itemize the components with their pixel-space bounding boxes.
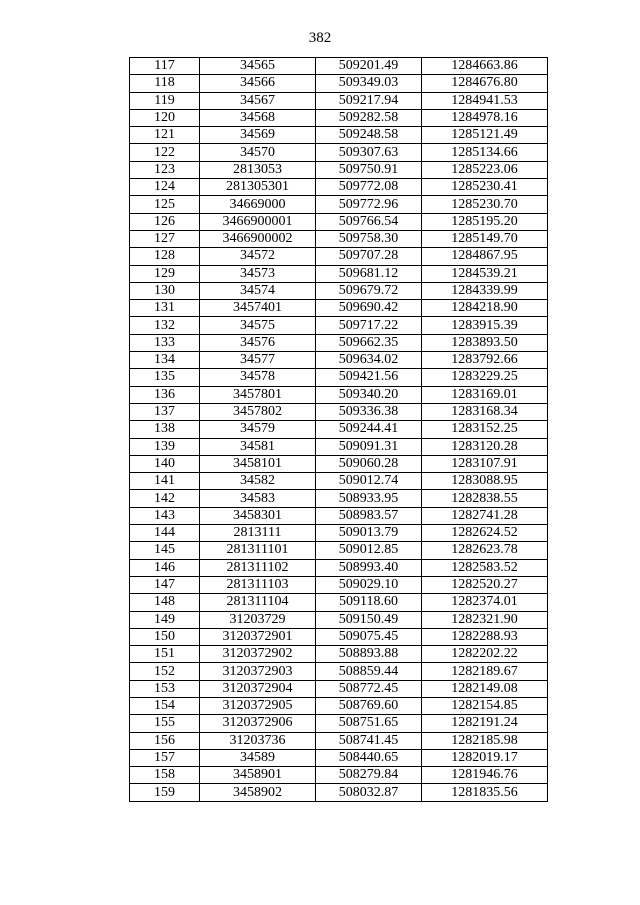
table-row: [130, 352, 548, 369]
y-coordinate-cell: 1282019.17: [422, 749, 548, 766]
coordinates-table-body: [130, 58, 548, 802]
point-id-cell: 34589: [200, 749, 316, 766]
y-coordinate-cell: 1285149.70: [422, 230, 548, 247]
point-id-cell: 3457401: [200, 300, 316, 317]
point-id-cell: 34579: [200, 421, 316, 438]
point-id-cell: 34669000: [200, 196, 316, 213]
x-coordinate-cell: 508440.65: [316, 749, 422, 766]
row-number-cell: 146: [130, 559, 200, 576]
y-coordinate-cell: 1285121.49: [422, 127, 548, 144]
row-number-cell: 136: [130, 386, 200, 403]
y-coordinate-cell: 1283893.50: [422, 334, 548, 351]
point-id-cell: 31203729: [200, 611, 316, 628]
y-coordinate-cell: 1285230.70: [422, 196, 548, 213]
table-row: [130, 109, 548, 126]
point-id-cell: 34568: [200, 109, 316, 126]
row-number-cell: 120: [130, 109, 200, 126]
x-coordinate-cell: 508032.87: [316, 784, 422, 801]
point-id-cell: 281311101: [200, 542, 316, 559]
y-coordinate-cell: 1283792.66: [422, 352, 548, 369]
table-row: [130, 490, 548, 507]
x-coordinate-cell: 509349.03: [316, 75, 422, 92]
x-coordinate-cell: 509750.91: [316, 161, 422, 178]
table-row: [130, 386, 548, 403]
table-row: [130, 732, 548, 749]
table-row: [130, 594, 548, 611]
y-coordinate-cell: 1282185.98: [422, 732, 548, 749]
table-row: [130, 749, 548, 766]
table-row: [130, 403, 548, 420]
table-row: [130, 161, 548, 178]
point-id-cell: 3120372905: [200, 697, 316, 714]
row-number-cell: 119: [130, 92, 200, 109]
row-number-cell: 130: [130, 282, 200, 299]
x-coordinate-cell: 509029.10: [316, 576, 422, 593]
point-id-cell: 281311102: [200, 559, 316, 576]
y-coordinate-cell: 1282191.24: [422, 715, 548, 732]
y-coordinate-cell: 1283169.01: [422, 386, 548, 403]
point-id-cell: 34582: [200, 473, 316, 490]
y-coordinate-cell: 1282288.93: [422, 628, 548, 645]
y-coordinate-cell: 1284676.80: [422, 75, 548, 92]
row-number-cell: 155: [130, 715, 200, 732]
point-id-cell: 3458902: [200, 784, 316, 801]
row-number-cell: 142: [130, 490, 200, 507]
x-coordinate-cell: 509307.63: [316, 144, 422, 161]
row-number-cell: 122: [130, 144, 200, 161]
y-coordinate-cell: 1282149.08: [422, 680, 548, 697]
x-coordinate-cell: 509707.28: [316, 248, 422, 265]
point-id-cell: 34581: [200, 438, 316, 455]
x-coordinate-cell: 509772.96: [316, 196, 422, 213]
table-row: [130, 576, 548, 593]
table-row: [130, 767, 548, 784]
y-coordinate-cell: 1283152.25: [422, 421, 548, 438]
y-coordinate-cell: 1282838.55: [422, 490, 548, 507]
row-number-cell: 137: [130, 403, 200, 420]
x-coordinate-cell: 508769.60: [316, 697, 422, 714]
row-number-cell: 131: [130, 300, 200, 317]
point-id-cell: 34572: [200, 248, 316, 265]
point-id-cell: 281311104: [200, 594, 316, 611]
y-coordinate-cell: 1284941.53: [422, 92, 548, 109]
table-row: [130, 248, 548, 265]
coordinates-table: [129, 57, 548, 802]
row-number-cell: 151: [130, 646, 200, 663]
row-number-cell: 144: [130, 525, 200, 542]
point-id-cell: 3120372903: [200, 663, 316, 680]
x-coordinate-cell: 509634.02: [316, 352, 422, 369]
x-coordinate-cell: 509012.74: [316, 473, 422, 490]
x-coordinate-cell: 509013.79: [316, 525, 422, 542]
y-coordinate-cell: 1284663.86: [422, 58, 548, 75]
y-coordinate-cell: 1284339.99: [422, 282, 548, 299]
table-row: [130, 421, 548, 438]
table-row: [130, 559, 548, 576]
point-id-cell: 3466900002: [200, 230, 316, 247]
x-coordinate-cell: 509690.42: [316, 300, 422, 317]
x-coordinate-cell: 509766.54: [316, 213, 422, 230]
x-coordinate-cell: 509421.56: [316, 369, 422, 386]
table-row: [130, 75, 548, 92]
point-id-cell: 34570: [200, 144, 316, 161]
row-number-cell: 125: [130, 196, 200, 213]
row-number-cell: 140: [130, 455, 200, 472]
row-number-cell: 138: [130, 421, 200, 438]
x-coordinate-cell: 509244.41: [316, 421, 422, 438]
x-coordinate-cell: 509150.49: [316, 611, 422, 628]
table-row: [130, 58, 548, 75]
point-id-cell: 281305301: [200, 179, 316, 196]
point-id-cell: 34578: [200, 369, 316, 386]
row-number-cell: 135: [130, 369, 200, 386]
y-coordinate-cell: 1283229.25: [422, 369, 548, 386]
table-row: [130, 473, 548, 490]
y-coordinate-cell: 1282624.52: [422, 525, 548, 542]
x-coordinate-cell: 508993.40: [316, 559, 422, 576]
row-number-cell: 124: [130, 179, 200, 196]
point-id-cell: 2813053: [200, 161, 316, 178]
table-row: [130, 317, 548, 334]
table-row: [130, 438, 548, 455]
y-coordinate-cell: 1281946.76: [422, 767, 548, 784]
table-row: [130, 127, 548, 144]
table-row: [130, 369, 548, 386]
row-number-cell: 152: [130, 663, 200, 680]
point-id-cell: 34566: [200, 75, 316, 92]
point-id-cell: 281311103: [200, 576, 316, 593]
x-coordinate-cell: 508983.57: [316, 507, 422, 524]
y-coordinate-cell: 1283107.91: [422, 455, 548, 472]
x-coordinate-cell: 509075.45: [316, 628, 422, 645]
point-id-cell: 34565: [200, 58, 316, 75]
table-row: [130, 663, 548, 680]
x-coordinate-cell: 509758.30: [316, 230, 422, 247]
row-number-cell: 141: [130, 473, 200, 490]
row-number-cell: 132: [130, 317, 200, 334]
point-id-cell: 3120372902: [200, 646, 316, 663]
y-coordinate-cell: 1283168.34: [422, 403, 548, 420]
x-coordinate-cell: 509679.72: [316, 282, 422, 299]
x-coordinate-cell: 508279.84: [316, 767, 422, 784]
table-row: [130, 92, 548, 109]
row-number-cell: 118: [130, 75, 200, 92]
table-row: [130, 230, 548, 247]
point-id-cell: 3458901: [200, 767, 316, 784]
page-number: 382: [308, 30, 332, 46]
y-coordinate-cell: 1282321.90: [422, 611, 548, 628]
table-row: [130, 507, 548, 524]
table-row: [130, 628, 548, 645]
x-coordinate-cell: 509118.60: [316, 594, 422, 611]
y-coordinate-cell: 1283088.95: [422, 473, 548, 490]
point-id-cell: 34576: [200, 334, 316, 351]
row-number-cell: 128: [130, 248, 200, 265]
point-id-cell: 3466900001: [200, 213, 316, 230]
row-number-cell: 158: [130, 767, 200, 784]
row-number-cell: 123: [130, 161, 200, 178]
table-row: [130, 265, 548, 282]
row-number-cell: 133: [130, 334, 200, 351]
point-id-cell: 34575: [200, 317, 316, 334]
point-id-cell: 3458301: [200, 507, 316, 524]
x-coordinate-cell: 509681.12: [316, 265, 422, 282]
y-coordinate-cell: 1281835.56: [422, 784, 548, 801]
point-id-cell: 3457801: [200, 386, 316, 403]
point-id-cell: 3458101: [200, 455, 316, 472]
point-id-cell: 34583: [200, 490, 316, 507]
x-coordinate-cell: 508859.44: [316, 663, 422, 680]
table-row: [130, 715, 548, 732]
row-number-cell: 121: [130, 127, 200, 144]
table-row: [130, 282, 548, 299]
row-number-cell: 150: [130, 628, 200, 645]
x-coordinate-cell: 508751.65: [316, 715, 422, 732]
table-row: [130, 144, 548, 161]
row-number-cell: 147: [130, 576, 200, 593]
row-number-cell: 153: [130, 680, 200, 697]
table-row: [130, 525, 548, 542]
x-coordinate-cell: 509662.35: [316, 334, 422, 351]
y-coordinate-cell: 1282374.01: [422, 594, 548, 611]
point-id-cell: 3120372906: [200, 715, 316, 732]
table-row: [130, 697, 548, 714]
y-coordinate-cell: 1283120.28: [422, 438, 548, 455]
table-row: [130, 334, 548, 351]
row-number-cell: 154: [130, 697, 200, 714]
y-coordinate-cell: 1282741.28: [422, 507, 548, 524]
table-row: [130, 179, 548, 196]
row-number-cell: 159: [130, 784, 200, 801]
table-row: [130, 196, 548, 213]
row-number-cell: 143: [130, 507, 200, 524]
point-id-cell: 34567: [200, 92, 316, 109]
x-coordinate-cell: 509772.08: [316, 179, 422, 196]
point-id-cell: 31203736: [200, 732, 316, 749]
x-coordinate-cell: 509282.58: [316, 109, 422, 126]
point-id-cell: 3120372901: [200, 628, 316, 645]
y-coordinate-cell: 1282189.67: [422, 663, 548, 680]
point-id-cell: 34574: [200, 282, 316, 299]
y-coordinate-cell: 1284218.90: [422, 300, 548, 317]
y-coordinate-cell: 1282520.27: [422, 576, 548, 593]
point-id-cell: 34569: [200, 127, 316, 144]
y-coordinate-cell: 1284978.16: [422, 109, 548, 126]
table-row: [130, 542, 548, 559]
row-number-cell: 117: [130, 58, 200, 75]
y-coordinate-cell: 1283915.39: [422, 317, 548, 334]
table-row: [130, 611, 548, 628]
row-number-cell: 156: [130, 732, 200, 749]
table-row: [130, 680, 548, 697]
row-number-cell: 126: [130, 213, 200, 230]
row-number-cell: 134: [130, 352, 200, 369]
row-number-cell: 157: [130, 749, 200, 766]
y-coordinate-cell: 1285230.41: [422, 179, 548, 196]
y-coordinate-cell: 1284539.21: [422, 265, 548, 282]
x-coordinate-cell: 509217.94: [316, 92, 422, 109]
row-number-cell: 139: [130, 438, 200, 455]
point-id-cell: 3457802: [200, 403, 316, 420]
x-coordinate-cell: 508893.88: [316, 646, 422, 663]
x-coordinate-cell: 509248.58: [316, 127, 422, 144]
x-coordinate-cell: 509336.38: [316, 403, 422, 420]
y-coordinate-cell: 1282202.22: [422, 646, 548, 663]
y-coordinate-cell: 1282583.52: [422, 559, 548, 576]
table-row: [130, 300, 548, 317]
y-coordinate-cell: 1285223.06: [422, 161, 548, 178]
y-coordinate-cell: 1285195.20: [422, 213, 548, 230]
y-coordinate-cell: 1282154.85: [422, 697, 548, 714]
table-row: [130, 213, 548, 230]
row-number-cell: 145: [130, 542, 200, 559]
point-id-cell: 3120372904: [200, 680, 316, 697]
x-coordinate-cell: 508772.45: [316, 680, 422, 697]
table-row: [130, 646, 548, 663]
x-coordinate-cell: 508741.45: [316, 732, 422, 749]
y-coordinate-cell: 1284867.95: [422, 248, 548, 265]
row-number-cell: 129: [130, 265, 200, 282]
row-number-cell: 148: [130, 594, 200, 611]
x-coordinate-cell: 509340.20: [316, 386, 422, 403]
table-row: [130, 784, 548, 801]
point-id-cell: 34577: [200, 352, 316, 369]
table-row: [130, 455, 548, 472]
point-id-cell: 34573: [200, 265, 316, 282]
x-coordinate-cell: 509717.22: [316, 317, 422, 334]
x-coordinate-cell: 508933.95: [316, 490, 422, 507]
row-number-cell: 149: [130, 611, 200, 628]
x-coordinate-cell: 509060.28: [316, 455, 422, 472]
row-number-cell: 127: [130, 230, 200, 247]
x-coordinate-cell: 509201.49: [316, 58, 422, 75]
point-id-cell: 2813111: [200, 525, 316, 542]
x-coordinate-cell: 509091.31: [316, 438, 422, 455]
y-coordinate-cell: 1285134.66: [422, 144, 548, 161]
x-coordinate-cell: 509012.85: [316, 542, 422, 559]
y-coordinate-cell: 1282623.78: [422, 542, 548, 559]
